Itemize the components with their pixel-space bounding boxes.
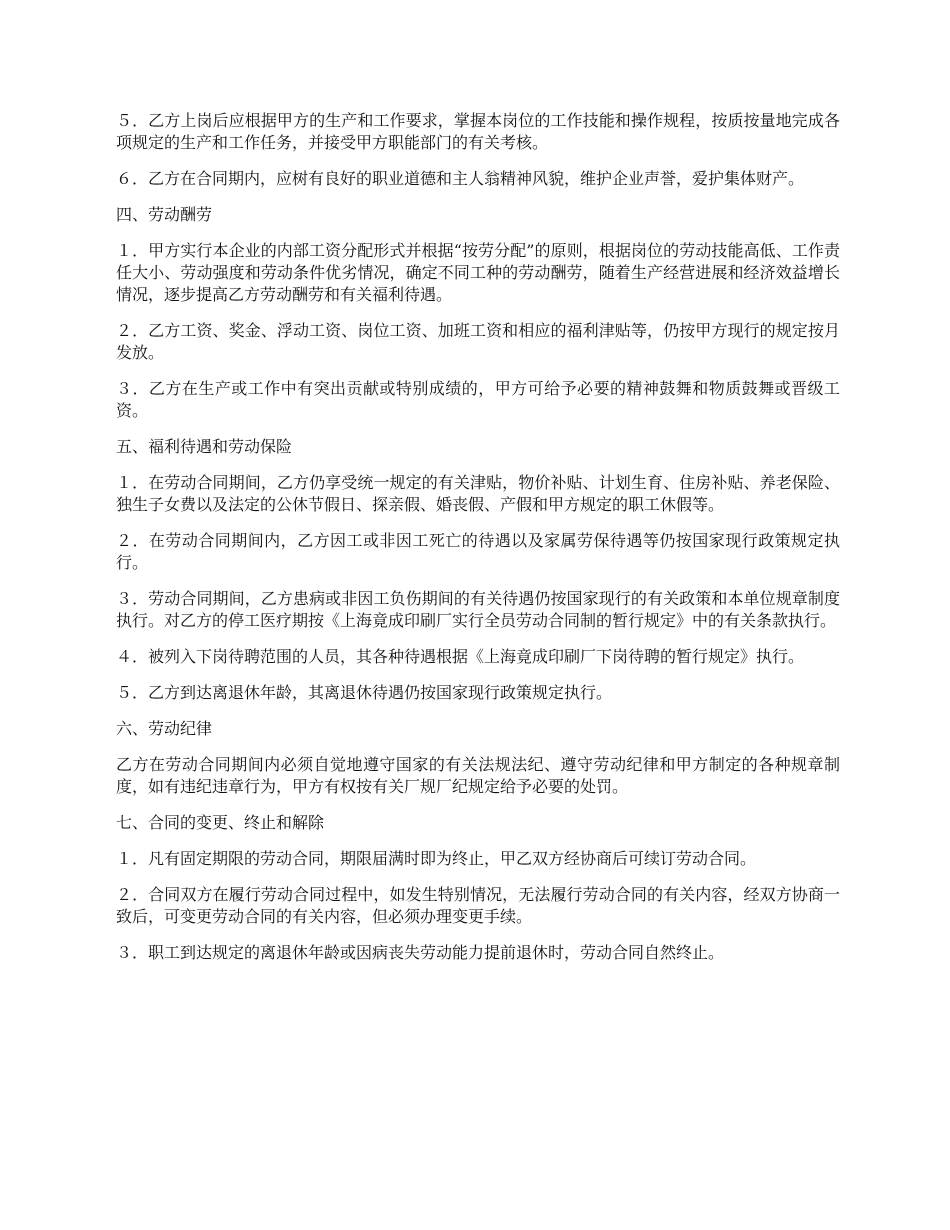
clause-paragraph: ３．职工到达规定的离退休年龄或因病丧失劳动能力提前退休时，劳动合同自然终止。 <box>116 943 725 962</box>
section-heading: 五、福利待遇和劳动保险 <box>116 437 293 456</box>
clause-paragraph: ５．乙方上岗后应根据甲方的生产和工作要求，掌握本岗位的工作技能和操作规程，按质按量地完成各项规定的生产和工作任务，并接受甲方职能部门的有关考核。 <box>116 111 840 152</box>
clause-paragraph: ６．乙方在合同期内，应树有良好的职业道德和主人翁精神风貌，维护企业声誉，爱护集体财产。 <box>116 169 805 188</box>
section-heading: 六、劳动纪律 <box>116 719 213 738</box>
clause-paragraph: ２．乙方工资、奖金、浮动工资、岗位工资、加班工资和相应的福利津贴等，仍按甲方现行的规定按月发放。 <box>116 321 840 362</box>
document-body <box>116 110 840 978</box>
section-heading: 七、合同的变更、终止和解除 <box>116 813 325 832</box>
clause-paragraph: １．在劳动合同期间，乙方仍享受统一规定的有关津贴，物价补贴、计划生育、住房补贴、养老保险、独生子女费以及法定的公休节假日、探亲假、婚丧假、产假和甲方规定的职工休假等。 <box>116 473 840 514</box>
clause-paragraph: １．凡有固定期限的劳动合同，期限届满时即为终止，甲乙双方经协商后可续订劳动合同。 <box>116 849 757 868</box>
clause-paragraph: ３．乙方在生产或工作中有突出贡献或特别成绩的，甲方可给予必要的精神鼓舞和物质鼓舞或晋级工资。 <box>116 379 840 420</box>
section-heading: 四、劳动酬劳 <box>116 205 213 224</box>
clause-paragraph: ５．乙方到达离退休年龄，其离退休待遇仍按国家现行政策规定执行。 <box>116 683 613 702</box>
clause-paragraph: ４．被列入下岗待聘范围的人员，其各种待遇根据《上海竟成印刷厂下岗待聘的暂行规定》执行。 <box>116 647 805 666</box>
clause-paragraph: ２．在劳动合同期间内，乙方因工或非因工死亡的待遇以及家属劳保待遇等仍按国家现行政策规定执行。 <box>116 531 840 572</box>
clause-paragraph: 乙方在劳动合同期间内必须自觉地遵守国家的有关法规法纪、遵守劳动纪律和甲方制定的各种规章制度，如有违纪违章行为，甲方有权按有关厂规厂纪规定给予必要的处罚。 <box>116 755 840 796</box>
clause-paragraph: １．甲方实行本企业的内部工资分配形式并根据“按劳分配”的原则，根据岗位的劳动技能高低、工作责任大小、劳动强度和劳动条件优劣情况，确定不同工种的劳动酬劳，随着生产经营进展和经济效益增长情况，逐步提高乙方劳动酬劳和有关福利待遇。 <box>116 241 840 304</box>
clause-paragraph: ３．劳动合同期间，乙方患病或非因工负伤期间的有关待遇仍按国家现行的有关政策和本单位规章制度执行。对乙方的停工医疗期按《上海竟成印刷厂实行全员劳动合同制的暂行规定》中的有关条款执行。 <box>116 589 840 630</box>
clause-paragraph: ２．合同双方在履行劳动合同过程中，如发生特别情况，无法履行劳动合同的有关内容，经双方协商一致后，可变更劳动合同的有关内容，但必须办理变更手续。 <box>116 885 840 926</box>
